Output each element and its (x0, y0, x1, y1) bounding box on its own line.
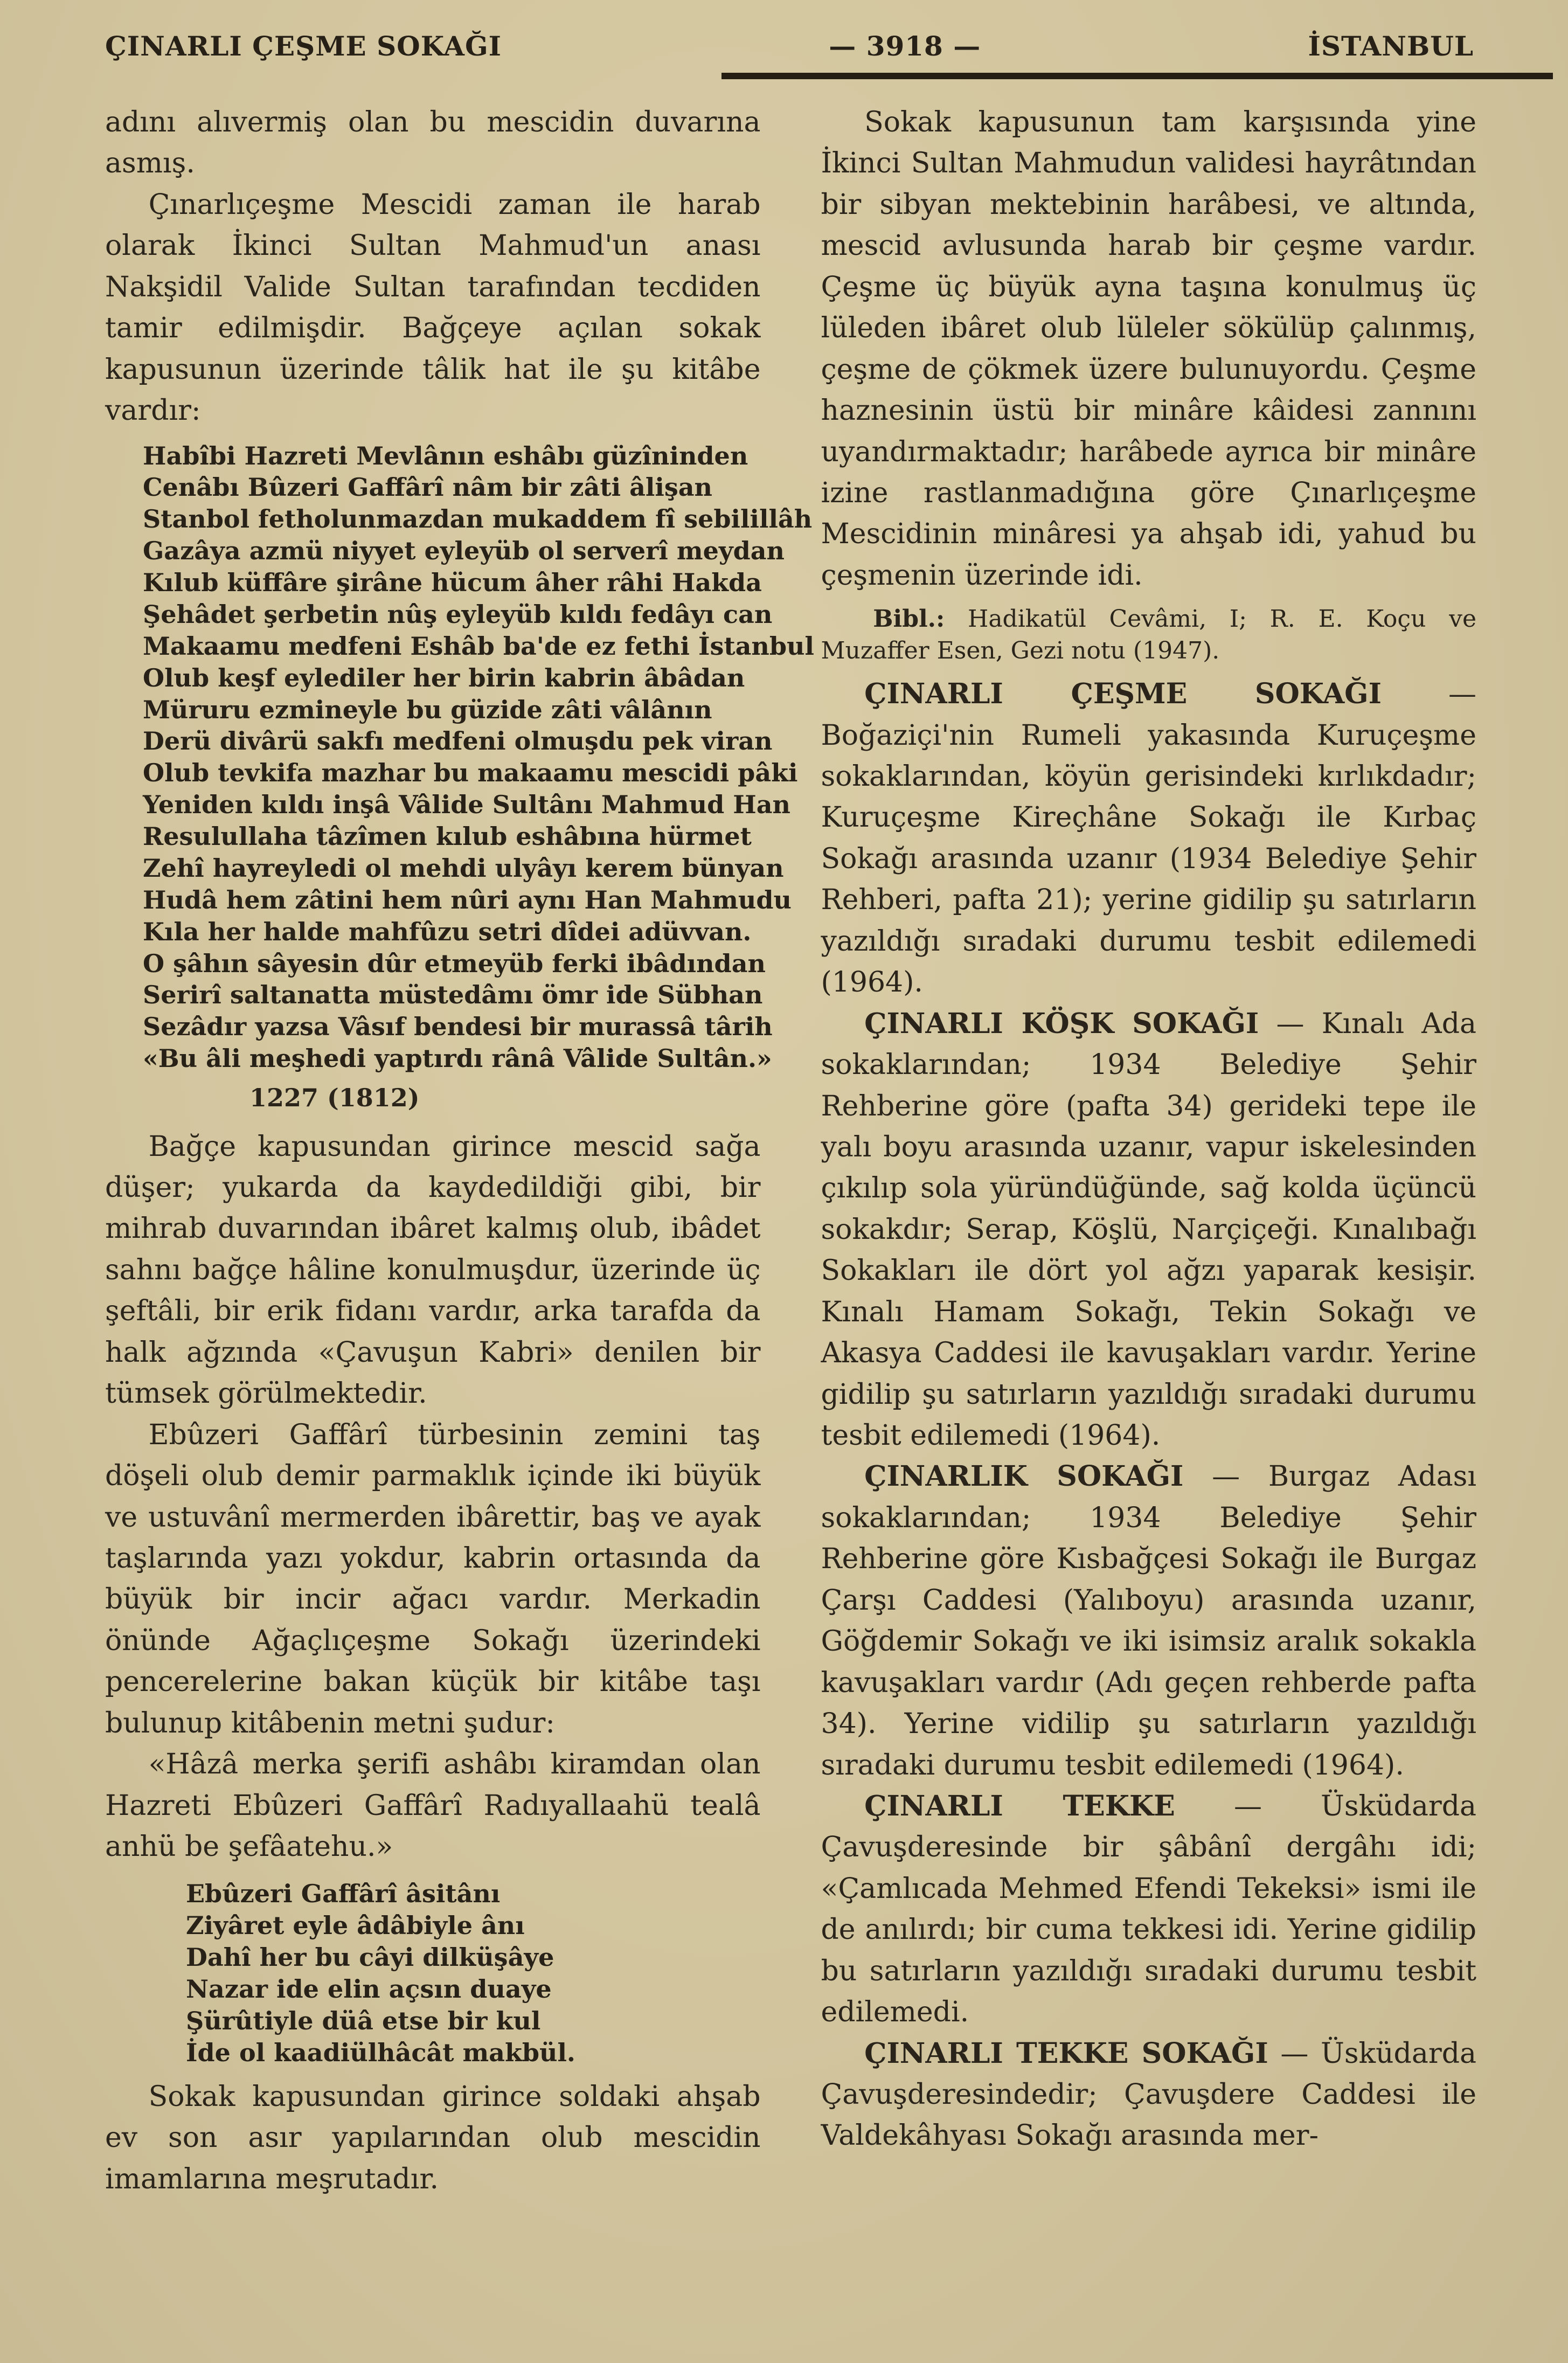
bibl-text: Hadikatül Cevâmi, I; R. E. Koçu ve Muzaffer Esen, Gezi notu (1947). (821, 605, 1476, 665)
verse-line: Gazâya azmü niyyet eyleyüb ol serverî meydan (143, 536, 785, 566)
verse-line: Resulullaha tâzîmen kılub eshâbına hürmet (143, 822, 752, 851)
verse-line: Stanbol fetholunmazdan mukaddem fî sebilillâh (143, 504, 813, 534)
verse-line: Hudâ hem zâtini hem nûri aynı Han Mahmudu (143, 885, 792, 914)
running-head-right: İSTANBUL (1308, 30, 1474, 62)
verse-line: İde ol kaadiülhâcât makbül. (186, 2038, 575, 2067)
verse-line: Nazar ide elin açsın duaye (186, 1974, 552, 2004)
entry (821, 2033, 1477, 2157)
verse-line: Zehî hayreyledi ol mehdi ulyâyı kerem bünyan (143, 853, 784, 883)
verse-line: Kılub küffâre şirâne hücum âher râhi Hakda (143, 568, 762, 597)
verse-line: Sezâdır yazsa Vâsıf bendesi bir murassâ târih (143, 1012, 773, 1042)
content-columns (0, 79, 1568, 2200)
quote-paragraph: «Hâzâ merka şerifi ashâbı kiramdan olan Hazreti Ebûzeri Gaffârî Radıyallaahü tealâ anhü be şefâatehu.» (105, 1748, 761, 1863)
entry-body: — Boğaziçi'nin Rumeli yakasında Kuruçeşme sokaklarından, köyün gerisindeki kırlıkdadır; Kuruçeşme Kireçhâne Sokağı ile Kırbaç Sokağı arasında uzanır (1934 Belediye Şehir Rehberi, pafta 21); yerine gidilip şu satırların yazıldığı sıradaki durumu tesbit edilemedi (1964). (821, 678, 1476, 999)
verse-line: Ebûzeri Gaffârî âsitânı (186, 1879, 501, 1909)
verse-line: Şürûtiyle düâ etse bir kul (186, 2006, 541, 2035)
entry (821, 1456, 1477, 1786)
page-number: — 3918 — (829, 30, 981, 62)
paragraph: Sokak kapusundan girince soldaki ahşab ev son asır yapılarından olub mescidin imamlarına meşrutadır. (105, 2080, 761, 2195)
entry-body: — Kınalı Ada sokaklarından; 1934 Belediye Şehir Rehberine göre (pafta 34) gerideki tepe ile yalı boyu arasında uzanır, vapur iskelesinden çıkılıp sola yüründüğünde, sağ kolda üçüncü sokakdır; Serap, Köşlü, Narçiçeği. Kınalıbağı Sokakları ile dört yol ağzı yaparak kesişir. Kınalı Hamam Sokağı, Tekin Sokağı ve Akasya Caddesi ile kavuşakları vardır. Yerine gidilip şu satırların yazıldığı sıradaki durumu tesbit edilemedi (1964). (821, 1007, 1477, 1452)
verse-line: «Bu âli meşhedi yaptırdı rânâ Vâlide Sultân.» (143, 1044, 772, 1073)
entry-title: ÇINARLIK SOKAĞI (864, 1460, 1184, 1493)
verse-line: O şâhın sâyesin dûr etmeyüb ferki ibâdından (143, 948, 766, 978)
bibl-label: Bibl.: (873, 605, 945, 633)
verse-line: Yeniden kıldı inşâ Vâlide Sultânı Mahmud Han (143, 790, 790, 820)
entry-body: — Burgaz Adası sokaklarından; 1934 Belediye Şehir Rehberine göre Kısbağçesi Sokağı ile Burgaz Çarşı Caddesi (Yalıboyu) arasında uzanır, Göğdemir Sokağı ve iki isimsiz aralık sokakla kavuşakları vardır (Adı geçen rehberde pafta 34). Yerine vidilip şu satırların yazıldığı sıradaki durumu tesbit edilemedi (1964). (821, 1460, 1477, 1782)
entry-title: ÇINARLI KÖŞK SOKAĞI (864, 1007, 1259, 1040)
verse-line: Olub tevkifa mazhar bu makaamu mescidi pâki (143, 758, 798, 788)
entry-body: — Üsküdarda Çavuşderesindedir; Çavuşdere Caddesi ile Valdekâhyası Sokağı arasında mer- (821, 2037, 1476, 2152)
left-column (105, 102, 814, 2200)
paragraph: adını alıvermiş olan bu mescidin duvarına asmış. (105, 106, 761, 180)
verse-block-kitabe (143, 440, 814, 1075)
paragraph: Ebûzeri Gaffârî türbesinin zemini taş döşeli olub demir parmaklık içinde iki büyük ve ustuvânî mermerden ibârettir, baş ve ayak taşlarında yazı yokdur, kabrin ortasında da büyük bir incir ağacı vardır. Merkadin önünde Ağaçlıçeşme Sokağı üzerindeki pencerelerine bakan küçük bir kitâbe taşı bulunup kitâbenin metni şudur: (105, 1418, 761, 1740)
bibliography (821, 604, 1477, 667)
verse-line: Ziyâret eyle âdâbiyle ânı (186, 1911, 525, 1941)
verse-date: 1227 (1812) (249, 1083, 420, 1112)
verse-line: Cenâbı Bûzeri Gaffârî nâm bir zâti âlişan (143, 473, 712, 502)
paragraph: Sokak kapusunun tam karşısında yine İkinci Sultan Mahmudun validesi hayrâtından bir sibyan mektebinin harâbesi, ve altında, mescid avlusunda harab bir çeşme vardır. Çeşme üç büyük ayna taşına konulmuş üç lüleden ibâret olub lüleler sökülüp çalınmış, çeşme de çökmek üzere bulunuyordu. Çeşme haznesinin üstü bir minâre kâidesi zannını uyandırmaktadır; harâbede ayrıca bir minâre izine rastlanmadığına göre Çınarlıçeşme Mescidinin minâresi ya ahşab idi, yahud bu çeşmenin üzerinde idi. (821, 106, 1476, 592)
verse-line: Şehâdet şerbetin nûş eyleyüb kıldı fedâyı can (143, 599, 773, 629)
entry-title: ÇINARLI ÇEŞME SOKAĞI (864, 677, 1382, 711)
running-head-left: ÇINARLI ÇEŞME SOKAĞI (105, 30, 502, 62)
entry-title: ÇINARLI TEKKE SOKAĞI (864, 2036, 1268, 2070)
verse-line: Derü divârü sakfı medfeni olmuşdu pek viran (143, 726, 773, 756)
paragraph: Bağçe kapusundan girince mescid sağa düşer; yukarda da kaydedildiği gibi, bir mihrab duvarından ibâret kalmış olub, ibâdet sahnı bağçe hâline konulmuşdur, üzerinde üç şeftâli, bir erik fidanı vardır, arka tarafda da halk ağzında «Çavuşun Kabri» denilen bir tümsek görülmektedir. (105, 1130, 761, 1410)
entry (821, 1003, 1477, 1457)
verse-line: Dahî her bu câyi dilküşâye (186, 1943, 554, 1972)
header-rule (721, 73, 1553, 79)
verse-line: Olub keşf eylediler her birin kabrin âbâdan (143, 663, 745, 692)
verse-line: Makaamu medfeni Eshâb ba'de ez fethi İstanbul (143, 631, 814, 661)
entry-title: ÇINARLI TEKKE (864, 1789, 1175, 1823)
verse-line: Habîbi Hazreti Mevlânın eshâbı güzîninden (143, 441, 748, 470)
entry-body: — Üsküdarda Çavuşderesinde bir şâbânî dergâhı idi; «Çamlıcada Mehmed Efendi Tekeksi» ismi ile de anılırdı; bir cuma tekkesi idi. Yerine gidilip bu satırların yazıldığı sıradaki durumu tesbit edilemedi. (821, 1790, 1476, 2029)
verse-line: Kıla her halde mahfûzu setri dîdei adüvvan. (143, 917, 752, 946)
page-header (0, 0, 1568, 62)
entry (821, 1786, 1477, 2033)
verse-line: Serirî saltanatta müstedâmı ömr ide Sübhan (143, 980, 763, 1010)
right-column (821, 102, 1477, 2200)
verse-line: Müruru ezmineyle bu güzide zâti vâlânın (143, 695, 712, 724)
paragraph: Çınarlıçeşme Mescidi zaman ile harab olarak İkinci Sultan Mahmud'un anası Nakşidil Valide Sultan tarafından tecdiden tamir edilmişdir. Bağçeye açılan sokak kapusunun üzerinde tâlik hat ile şu kitâbe vardır: (105, 188, 761, 427)
entry (821, 674, 1477, 1003)
verse-block-turbe (186, 1878, 761, 2068)
